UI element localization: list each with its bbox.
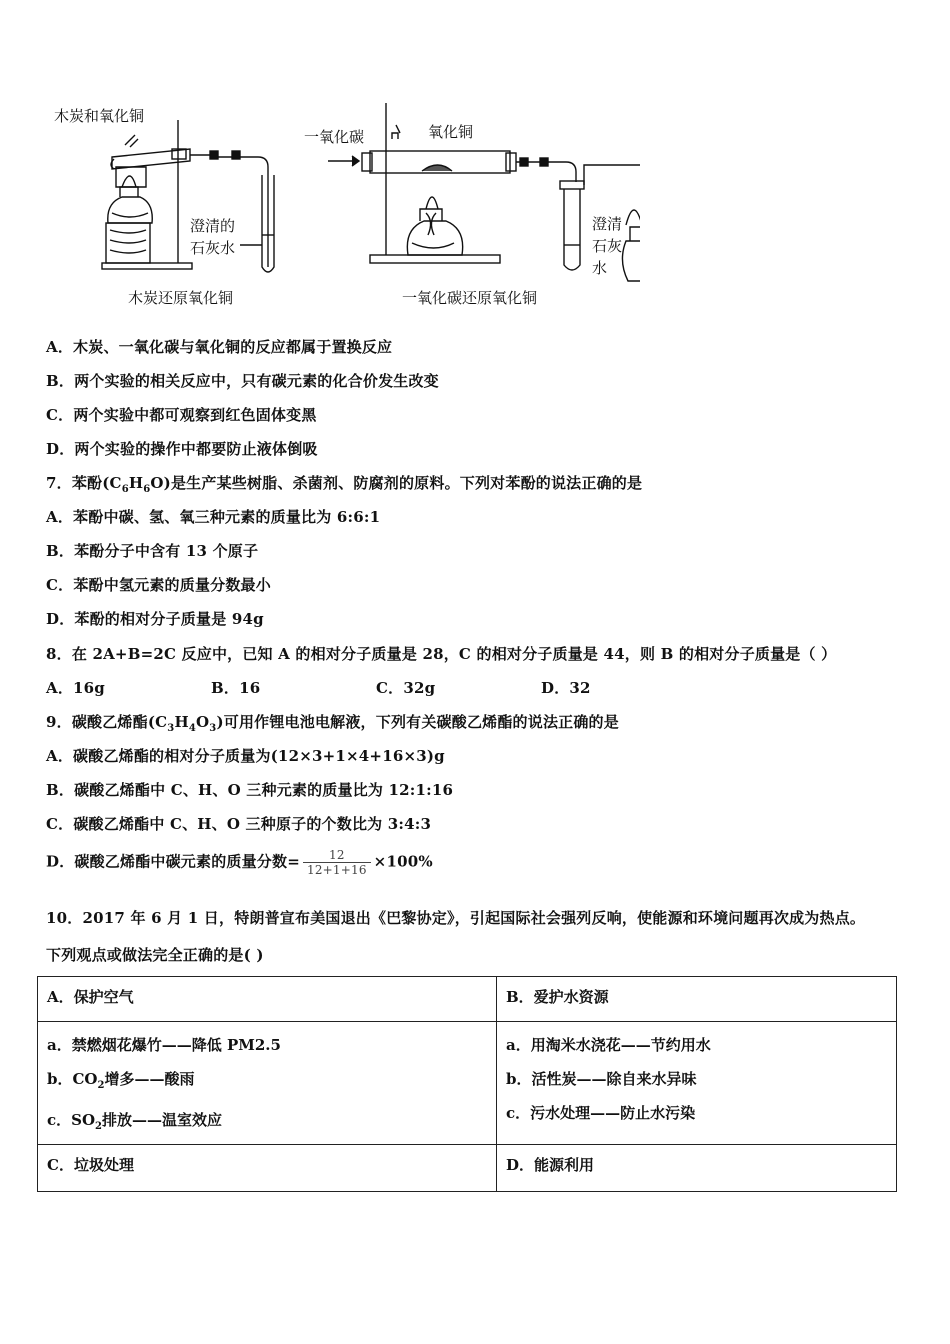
apparatus-diagram bbox=[40, 95, 640, 320]
q6-option-a: A．木炭、一氧化碳与氧化铜的反应都属于置换反应 bbox=[46, 338, 393, 356]
label-cuo: 氧化铜 bbox=[428, 123, 474, 141]
q8-option-d: D．32 bbox=[541, 679, 591, 697]
experiment-figure bbox=[40, 95, 640, 320]
q8-option-c: C．32g bbox=[376, 679, 436, 697]
q7-option-b: B．苯酚分子中含有 13 个原子 bbox=[46, 542, 259, 560]
q7-option-c: C．苯酚中氢元素的质量分数最小 bbox=[46, 576, 271, 594]
q6-option-b: B．两个实验的相关反应中，只有碳元素的化合价发生改变 bbox=[46, 372, 439, 390]
cell-a-body: a．禁燃烟花爆竹——降低 PM2.5 b．$CO_2$增多——酸雨 c．$SO_2$排放——温室效应 bbox=[38, 1022, 497, 1145]
q8-option-a: A．16g bbox=[46, 679, 106, 697]
q8-stem: 8．在 2A+B=2C 反应中，已知 A 的相对分子质量是 28，C 的相对分子质量是 44，则 B 的相对分子质量是（ ） bbox=[46, 645, 837, 663]
q10-stem-line1: 10．2017 年 6 月 1 日，特朗普宣布美国退出《巴黎协定》，引起国际社会强列反响，使能源和环境问题再次成为热点。 bbox=[46, 909, 866, 927]
cell-b-body: a．用淘米水浇花——节约用水 b．活性炭——除自来水异味 c．污水处理——防止水污染 bbox=[497, 1022, 897, 1145]
label-limewater-1: 澄清的 bbox=[190, 217, 236, 235]
q7-option-a: A．苯酚中碳、氢、氧三种元素的质量比为 6:6:1 bbox=[46, 508, 381, 526]
label-r1: 澄清 bbox=[592, 215, 623, 233]
label-r2: 石灰 bbox=[592, 237, 623, 255]
charcoal-apparatus bbox=[102, 120, 274, 272]
q9-option-b: B．碳酸乙烯酯中 C、H、O 三种元素的质量比为 12:1:16 bbox=[46, 781, 454, 799]
q8-options bbox=[46, 677, 591, 698]
q9-option-a: A．碳酸乙烯酯的相对分子质量为(12×3+1×4+16×3)g bbox=[46, 747, 445, 765]
label-r3: 水 bbox=[592, 259, 608, 277]
caption-left: 木炭还原氧化铜 bbox=[128, 289, 234, 307]
q10-table bbox=[37, 976, 897, 1192]
cell-a-head: A．保护空气 bbox=[38, 977, 497, 1022]
q6-option-c: C．两个实验中都可观察到红色固体变黑 bbox=[46, 406, 317, 424]
q10-stem-line2: 下列观点或做法完全正确的是( ) bbox=[46, 946, 264, 964]
q7-stem: 7．苯酚$(C_6H_6O)$是生产某些树脂、杀菌剂、防腐剂的原料。下列对苯酚的说法正确的是 bbox=[46, 474, 643, 495]
label-limewater-2: 石灰水 bbox=[190, 239, 236, 257]
q7-option-d: D．苯酚的相对分子质量是 94g bbox=[46, 610, 264, 628]
label-co: 一氧化碳 bbox=[304, 128, 365, 146]
q9-option-c: C．碳酸乙烯酯中 C、H、O 三种原子的个数比为 3:4:3 bbox=[46, 815, 432, 833]
caption-right: 一氧化碳还原氧化铜 bbox=[402, 289, 538, 307]
q8-option-b: B．16 bbox=[211, 679, 261, 697]
q9-stem: 9．碳酸乙烯酯$(C_3H_4O_3)$可用作锂电池电解液，下列有关碳酸乙烯酯的说法正确的是 bbox=[46, 713, 619, 734]
mass-fraction: $\frac{12}{12+1+16}$ bbox=[303, 848, 371, 877]
q9-option-d: D．碳酸乙烯酯中碳元素的质量分数= $\frac{12}{12+1+16}$ ×100% bbox=[46, 848, 433, 877]
label-charcoal-cuo: 木炭和氧化铜 bbox=[54, 107, 145, 125]
cell-c-head: C．垃圾处理 bbox=[38, 1145, 497, 1192]
cell-d-head: D．能源利用 bbox=[497, 1145, 897, 1192]
cell-b-head: B．爱护水资源 bbox=[497, 977, 897, 1022]
q6-option-d: D．两个实验的操作中都要防止液体倒吸 bbox=[46, 440, 318, 458]
